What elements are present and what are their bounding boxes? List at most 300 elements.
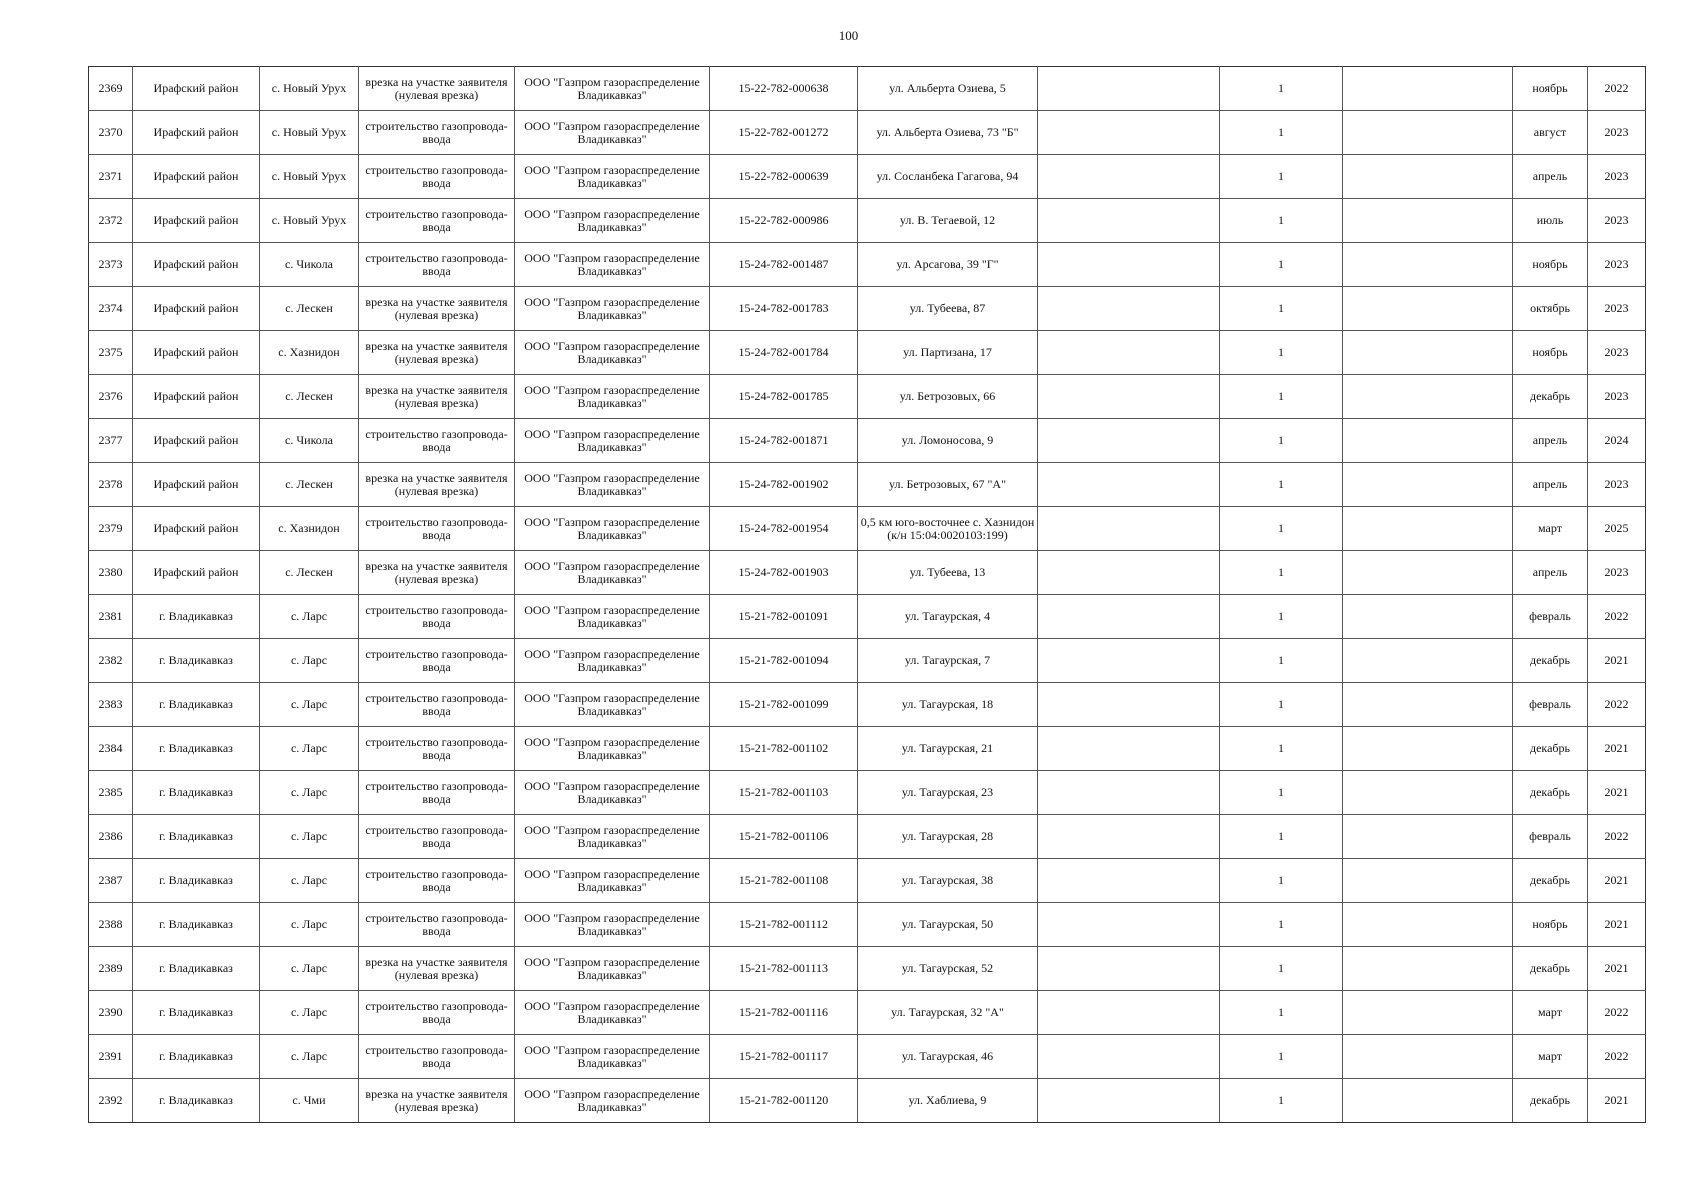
empty-cell	[1343, 859, 1513, 903]
empty-cell	[1038, 683, 1220, 727]
quantity-cell: 1	[1220, 683, 1343, 727]
quantity-cell: 1	[1220, 67, 1343, 111]
year-cell: 2022	[1588, 595, 1646, 639]
organization-cell: ООО "Газпром газораспределение Владикавказ"	[515, 815, 710, 859]
district-cell: г. Владикавказ	[133, 1079, 260, 1123]
empty-cell	[1343, 507, 1513, 551]
quantity-cell: 1	[1220, 463, 1343, 507]
organization-cell: ООО "Газпром газораспределение Владикавказ"	[515, 507, 710, 551]
row-number-cell: 2374	[89, 287, 133, 331]
district-cell: Ирафский район	[133, 419, 260, 463]
locality-cell: с. Ларс	[260, 683, 359, 727]
empty-cell	[1038, 1079, 1220, 1123]
table-row	[89, 991, 1646, 1035]
month-cell: декабрь	[1513, 639, 1588, 683]
quantity-cell: 1	[1220, 199, 1343, 243]
address-cell: ул. Бетрозовых, 67 "А"	[858, 463, 1038, 507]
request-code-cell: 15-22-782-000639	[710, 155, 858, 199]
month-cell: апрель	[1513, 155, 1588, 199]
district-cell: г. Владикавказ	[133, 947, 260, 991]
organization-cell: ООО "Газпром газораспределение Владикавказ"	[515, 243, 710, 287]
address-cell: ул. Тагаурская, 18	[858, 683, 1038, 727]
empty-cell	[1038, 1035, 1220, 1079]
quantity-cell: 1	[1220, 991, 1343, 1035]
address-cell: ул. В. Тегаевой, 12	[858, 199, 1038, 243]
organization-cell: ООО "Газпром газораспределение Владикавказ"	[515, 595, 710, 639]
organization-cell: ООО "Газпром газораспределение Владикавказ"	[515, 287, 710, 331]
empty-cell	[1038, 199, 1220, 243]
organization-cell: ООО "Газпром газораспределение Владикавказ"	[515, 199, 710, 243]
empty-cell	[1343, 595, 1513, 639]
locality-cell: с. Новый Урух	[260, 67, 359, 111]
work-type-cell: строительство газопровода-ввода	[359, 111, 515, 155]
year-cell: 2022	[1588, 815, 1646, 859]
address-cell: ул. Партизана, 17	[858, 331, 1038, 375]
organization-cell: ООО "Газпром газораспределение Владикавказ"	[515, 683, 710, 727]
address-cell: ул. Альберта Озиева, 73 "Б"	[858, 111, 1038, 155]
month-cell: ноябрь	[1513, 903, 1588, 947]
empty-cell	[1038, 67, 1220, 111]
row-number-cell: 2373	[89, 243, 133, 287]
request-code-cell: 15-21-782-001108	[710, 859, 858, 903]
page-number: 100	[838, 28, 859, 43]
address-cell: ул. Тагаурская, 4	[858, 595, 1038, 639]
year-cell: 2022	[1588, 991, 1646, 1035]
work-type-cell: строительство газопровода-ввода	[359, 199, 515, 243]
month-cell: декабрь	[1513, 947, 1588, 991]
empty-cell	[1038, 859, 1220, 903]
address-cell: ул. Тагаурская, 21	[858, 727, 1038, 771]
empty-cell	[1343, 1079, 1513, 1123]
locality-cell: с. Ларс	[260, 947, 359, 991]
row-number-cell: 2380	[89, 551, 133, 595]
year-cell: 2023	[1588, 243, 1646, 287]
locality-cell: с. Ларс	[260, 859, 359, 903]
request-code-cell: 15-21-782-001102	[710, 727, 858, 771]
table-row	[89, 595, 1646, 639]
locality-cell: с. Лескен	[260, 287, 359, 331]
empty-cell	[1343, 243, 1513, 287]
empty-cell	[1038, 595, 1220, 639]
year-cell: 2023	[1588, 463, 1646, 507]
request-code-cell: 15-24-782-001784	[710, 331, 858, 375]
district-cell: Ирафский район	[133, 463, 260, 507]
organization-cell: ООО "Газпром газораспределение Владикавказ"	[515, 331, 710, 375]
table-row	[89, 903, 1646, 947]
empty-cell	[1038, 287, 1220, 331]
table-row	[89, 419, 1646, 463]
locality-cell: с. Ларс	[260, 1035, 359, 1079]
table-row	[89, 199, 1646, 243]
empty-cell	[1343, 639, 1513, 683]
request-code-cell: 15-21-782-001091	[710, 595, 858, 639]
organization-cell: ООО "Газпром газораспределение Владикавказ"	[515, 771, 710, 815]
empty-cell	[1343, 815, 1513, 859]
row-number-cell: 2387	[89, 859, 133, 903]
empty-cell	[1343, 331, 1513, 375]
request-code-cell: 15-24-782-001903	[710, 551, 858, 595]
table-row	[89, 243, 1646, 287]
work-type-cell: строительство газопровода-ввода	[359, 507, 515, 551]
locality-cell: с. Лескен	[260, 375, 359, 419]
request-code-cell: 15-21-782-001120	[710, 1079, 858, 1123]
locality-cell: с. Ларс	[260, 903, 359, 947]
empty-cell	[1038, 771, 1220, 815]
table-body	[89, 67, 1646, 1123]
request-code-cell: 15-24-782-001487	[710, 243, 858, 287]
row-number-cell: 2385	[89, 771, 133, 815]
row-number-cell: 2386	[89, 815, 133, 859]
quantity-cell: 1	[1220, 771, 1343, 815]
year-cell: 2023	[1588, 155, 1646, 199]
empty-cell	[1343, 947, 1513, 991]
row-number-cell: 2392	[89, 1079, 133, 1123]
work-type-cell: строительство газопровода-ввода	[359, 903, 515, 947]
month-cell: апрель	[1513, 463, 1588, 507]
empty-cell	[1038, 375, 1220, 419]
address-cell: ул. Хаблиева, 9	[858, 1079, 1038, 1123]
month-cell: ноябрь	[1513, 243, 1588, 287]
work-type-cell: врезка на участке заявителя (нулевая врезка)	[359, 67, 515, 111]
year-cell: 2023	[1588, 287, 1646, 331]
district-cell: г. Владикавказ	[133, 991, 260, 1035]
year-cell: 2023	[1588, 551, 1646, 595]
year-cell: 2024	[1588, 419, 1646, 463]
table-row	[89, 859, 1646, 903]
empty-cell	[1038, 551, 1220, 595]
organization-cell: ООО "Газпром газораспределение Владикавказ"	[515, 419, 710, 463]
row-number-cell: 2389	[89, 947, 133, 991]
work-type-cell: строительство газопровода-ввода	[359, 155, 515, 199]
work-type-cell: строительство газопровода-ввода	[359, 595, 515, 639]
request-code-cell: 15-21-782-001117	[710, 1035, 858, 1079]
empty-cell	[1343, 199, 1513, 243]
year-cell: 2021	[1588, 771, 1646, 815]
district-cell: Ирафский район	[133, 331, 260, 375]
address-cell: ул. Ломоносова, 9	[858, 419, 1038, 463]
row-number-cell: 2370	[89, 111, 133, 155]
district-cell: г. Владикавказ	[133, 1035, 260, 1079]
empty-cell	[1343, 903, 1513, 947]
table-row	[89, 287, 1646, 331]
empty-cell	[1343, 991, 1513, 1035]
year-cell: 2025	[1588, 507, 1646, 551]
empty-cell	[1343, 67, 1513, 111]
organization-cell: ООО "Газпром газораспределение Владикавказ"	[515, 859, 710, 903]
empty-cell	[1343, 375, 1513, 419]
request-code-cell: 15-21-782-001106	[710, 815, 858, 859]
empty-cell	[1343, 551, 1513, 595]
district-cell: г. Владикавказ	[133, 639, 260, 683]
district-cell: Ирафский район	[133, 507, 260, 551]
year-cell: 2022	[1588, 67, 1646, 111]
month-cell: декабрь	[1513, 1079, 1588, 1123]
organization-cell: ООО "Газпром газораспределение Владикавказ"	[515, 155, 710, 199]
locality-cell: с. Новый Урух	[260, 155, 359, 199]
row-number-cell: 2382	[89, 639, 133, 683]
district-cell: Ирафский район	[133, 375, 260, 419]
district-cell: Ирафский район	[133, 287, 260, 331]
work-type-cell: врезка на участке заявителя (нулевая врезка)	[359, 375, 515, 419]
work-type-cell: строительство газопровода-ввода	[359, 727, 515, 771]
work-type-cell: врезка на участке заявителя (нулевая врезка)	[359, 287, 515, 331]
empty-cell	[1038, 947, 1220, 991]
year-cell: 2021	[1588, 1079, 1646, 1123]
quantity-cell: 1	[1220, 815, 1343, 859]
quantity-cell: 1	[1220, 331, 1343, 375]
month-cell: февраль	[1513, 683, 1588, 727]
empty-cell	[1343, 771, 1513, 815]
quantity-cell: 1	[1220, 243, 1343, 287]
empty-cell	[1343, 111, 1513, 155]
row-number-cell: 2378	[89, 463, 133, 507]
year-cell: 2023	[1588, 331, 1646, 375]
quantity-cell: 1	[1220, 595, 1343, 639]
table-row	[89, 639, 1646, 683]
organization-cell: ООО "Газпром газораспределение Владикавказ"	[515, 727, 710, 771]
request-code-cell: 15-22-782-001272	[710, 111, 858, 155]
district-cell: г. Владикавказ	[133, 727, 260, 771]
year-cell: 2023	[1588, 111, 1646, 155]
address-cell: ул. Тагаурская, 32 "А"	[858, 991, 1038, 1035]
district-cell: Ирафский район	[133, 199, 260, 243]
address-cell: ул. Тагаурская, 7	[858, 639, 1038, 683]
row-number-cell: 2388	[89, 903, 133, 947]
month-cell: ноябрь	[1513, 67, 1588, 111]
quantity-cell: 1	[1220, 551, 1343, 595]
district-cell: Ирафский район	[133, 155, 260, 199]
table-row	[89, 727, 1646, 771]
locality-cell: с. Хазнидон	[260, 507, 359, 551]
table-row	[89, 111, 1646, 155]
month-cell: апрель	[1513, 551, 1588, 595]
district-cell: г. Владикавказ	[133, 903, 260, 947]
request-code-cell: 15-24-782-001954	[710, 507, 858, 551]
month-cell: декабрь	[1513, 859, 1588, 903]
address-cell: ул. Тагаурская, 28	[858, 815, 1038, 859]
row-number-cell: 2375	[89, 331, 133, 375]
table-row	[89, 67, 1646, 111]
table-row	[89, 683, 1646, 727]
locality-cell: с. Новый Урух	[260, 111, 359, 155]
address-cell: ул. Тубеева, 13	[858, 551, 1038, 595]
work-type-cell: врезка на участке заявителя (нулевая врезка)	[359, 1079, 515, 1123]
table-row	[89, 551, 1646, 595]
month-cell: октябрь	[1513, 287, 1588, 331]
address-cell: ул. Альберта Озиева, 5	[858, 67, 1038, 111]
address-cell: ул. Тагаурская, 50	[858, 903, 1038, 947]
locality-cell: с. Ларс	[260, 771, 359, 815]
district-cell: Ирафский район	[133, 111, 260, 155]
address-cell: ул. Бетрозовых, 66	[858, 375, 1038, 419]
work-type-cell: врезка на участке заявителя (нулевая врезка)	[359, 947, 515, 991]
locality-cell: с. Чми	[260, 1079, 359, 1123]
organization-cell: ООО "Газпром газораспределение Владикавказ"	[515, 375, 710, 419]
month-cell: март	[1513, 507, 1588, 551]
request-code-cell: 15-24-782-001783	[710, 287, 858, 331]
organization-cell: ООО "Газпром газораспределение Владикавказ"	[515, 1035, 710, 1079]
month-cell: ноябрь	[1513, 331, 1588, 375]
work-type-cell: врезка на участке заявителя (нулевая врезка)	[359, 463, 515, 507]
quantity-cell: 1	[1220, 375, 1343, 419]
table-row	[89, 155, 1646, 199]
month-cell: август	[1513, 111, 1588, 155]
table-row	[89, 331, 1646, 375]
quantity-cell: 1	[1220, 1035, 1343, 1079]
month-cell: декабрь	[1513, 771, 1588, 815]
request-code-cell: 15-21-782-001094	[710, 639, 858, 683]
table-row	[89, 375, 1646, 419]
district-cell: Ирафский район	[133, 67, 260, 111]
quantity-cell: 1	[1220, 155, 1343, 199]
locality-cell: с. Чикола	[260, 419, 359, 463]
empty-cell	[1038, 903, 1220, 947]
empty-cell	[1343, 727, 1513, 771]
district-cell: Ирафский район	[133, 243, 260, 287]
empty-cell	[1038, 815, 1220, 859]
locality-cell: с. Ларс	[260, 639, 359, 683]
organization-cell: ООО "Газпром газораспределение Владикавказ"	[515, 551, 710, 595]
month-cell: апрель	[1513, 419, 1588, 463]
year-cell: 2022	[1588, 683, 1646, 727]
empty-cell	[1343, 463, 1513, 507]
table-row	[89, 1079, 1646, 1123]
empty-cell	[1038, 243, 1220, 287]
request-code-cell: 15-21-782-001116	[710, 991, 858, 1035]
registry-table	[88, 66, 1646, 1123]
work-type-cell: строительство газопровода-ввода	[359, 639, 515, 683]
organization-cell: ООО "Газпром газораспределение Владикавказ"	[515, 947, 710, 991]
district-cell: г. Владикавказ	[133, 771, 260, 815]
address-cell: ул. Тагаурская, 23	[858, 771, 1038, 815]
month-cell: декабрь	[1513, 727, 1588, 771]
row-number-cell: 2376	[89, 375, 133, 419]
request-code-cell: 15-21-782-001113	[710, 947, 858, 991]
empty-cell	[1343, 155, 1513, 199]
district-cell: г. Владикавказ	[133, 859, 260, 903]
row-number-cell: 2372	[89, 199, 133, 243]
quantity-cell: 1	[1220, 903, 1343, 947]
request-code-cell: 15-22-782-000638	[710, 67, 858, 111]
locality-cell: с. Ларс	[260, 727, 359, 771]
address-cell: ул. Тагаурская, 46	[858, 1035, 1038, 1079]
work-type-cell: строительство газопровода-ввода	[359, 683, 515, 727]
table-row	[89, 507, 1646, 551]
locality-cell: с. Лескен	[260, 463, 359, 507]
work-type-cell: строительство газопровода-ввода	[359, 859, 515, 903]
row-number-cell: 2371	[89, 155, 133, 199]
row-number-cell: 2377	[89, 419, 133, 463]
empty-cell	[1343, 1035, 1513, 1079]
empty-cell	[1038, 507, 1220, 551]
quantity-cell: 1	[1220, 111, 1343, 155]
organization-cell: ООО "Газпром газораспределение Владикавказ"	[515, 639, 710, 683]
table-row	[89, 815, 1646, 859]
year-cell: 2021	[1588, 947, 1646, 991]
locality-cell: с. Ларс	[260, 815, 359, 859]
work-type-cell: строительство газопровода-ввода	[359, 419, 515, 463]
empty-cell	[1343, 287, 1513, 331]
quantity-cell: 1	[1220, 639, 1343, 683]
quantity-cell: 1	[1220, 1079, 1343, 1123]
row-number-cell: 2383	[89, 683, 133, 727]
month-cell: декабрь	[1513, 375, 1588, 419]
address-cell: ул. Арсагова, 39 "Г"	[858, 243, 1038, 287]
request-code-cell: 15-21-782-001112	[710, 903, 858, 947]
organization-cell: ООО "Газпром газораспределение Владикавказ"	[515, 991, 710, 1035]
work-type-cell: строительство газопровода-ввода	[359, 1035, 515, 1079]
empty-cell	[1038, 727, 1220, 771]
organization-cell: ООО "Газпром газораспределение Владикавказ"	[515, 111, 710, 155]
address-cell: ул. Сосланбека Гагагова, 94	[858, 155, 1038, 199]
work-type-cell: врезка на участке заявителя (нулевая врезка)	[359, 331, 515, 375]
empty-cell	[1038, 463, 1220, 507]
empty-cell	[1038, 639, 1220, 683]
empty-cell	[1343, 683, 1513, 727]
year-cell: 2021	[1588, 639, 1646, 683]
address-cell: ул. Тагаурская, 52	[858, 947, 1038, 991]
table-row	[89, 1035, 1646, 1079]
work-type-cell: врезка на участке заявителя (нулевая врезка)	[359, 551, 515, 595]
request-code-cell: 15-24-782-001902	[710, 463, 858, 507]
quantity-cell: 1	[1220, 859, 1343, 903]
empty-cell	[1038, 331, 1220, 375]
request-code-cell: 15-22-782-000986	[710, 199, 858, 243]
month-cell: июль	[1513, 199, 1588, 243]
empty-cell	[1038, 111, 1220, 155]
district-cell: г. Владикавказ	[133, 815, 260, 859]
request-code-cell: 15-21-782-001103	[710, 771, 858, 815]
year-cell: 2021	[1588, 727, 1646, 771]
locality-cell: с. Хазнидон	[260, 331, 359, 375]
month-cell: февраль	[1513, 815, 1588, 859]
work-type-cell: строительство газопровода-ввода	[359, 991, 515, 1035]
empty-cell	[1038, 419, 1220, 463]
organization-cell: ООО "Газпром газораспределение Владикавказ"	[515, 1079, 710, 1123]
locality-cell: с. Лескен	[260, 551, 359, 595]
month-cell: февраль	[1513, 595, 1588, 639]
organization-cell: ООО "Газпром газораспределение Владикавказ"	[515, 67, 710, 111]
month-cell: март	[1513, 1035, 1588, 1079]
table-row	[89, 771, 1646, 815]
locality-cell: с. Чикола	[260, 243, 359, 287]
address-cell: ул. Тагаурская, 38	[858, 859, 1038, 903]
year-cell: 2021	[1588, 859, 1646, 903]
locality-cell: с. Ларс	[260, 595, 359, 639]
row-number-cell: 2381	[89, 595, 133, 639]
address-cell: 0,5 км юго-восточнее с. Хазнидон (к/н 15:04:0020103:199)	[858, 507, 1038, 551]
quantity-cell: 1	[1220, 419, 1343, 463]
row-number-cell: 2369	[89, 67, 133, 111]
organization-cell: ООО "Газпром газораспределение Владикавказ"	[515, 903, 710, 947]
quantity-cell: 1	[1220, 727, 1343, 771]
request-code-cell: 15-24-782-001871	[710, 419, 858, 463]
empty-cell	[1343, 419, 1513, 463]
organization-cell: ООО "Газпром газораспределение Владикавказ"	[515, 463, 710, 507]
quantity-cell: 1	[1220, 507, 1343, 551]
year-cell: 2021	[1588, 903, 1646, 947]
table-row	[89, 947, 1646, 991]
quantity-cell: 1	[1220, 287, 1343, 331]
request-code-cell: 15-24-782-001785	[710, 375, 858, 419]
empty-cell	[1038, 155, 1220, 199]
row-number-cell: 2391	[89, 1035, 133, 1079]
district-cell: г. Владикавказ	[133, 683, 260, 727]
district-cell: г. Владикавказ	[133, 595, 260, 639]
year-cell: 2023	[1588, 375, 1646, 419]
year-cell: 2022	[1588, 1035, 1646, 1079]
locality-cell: с. Ларс	[260, 991, 359, 1035]
